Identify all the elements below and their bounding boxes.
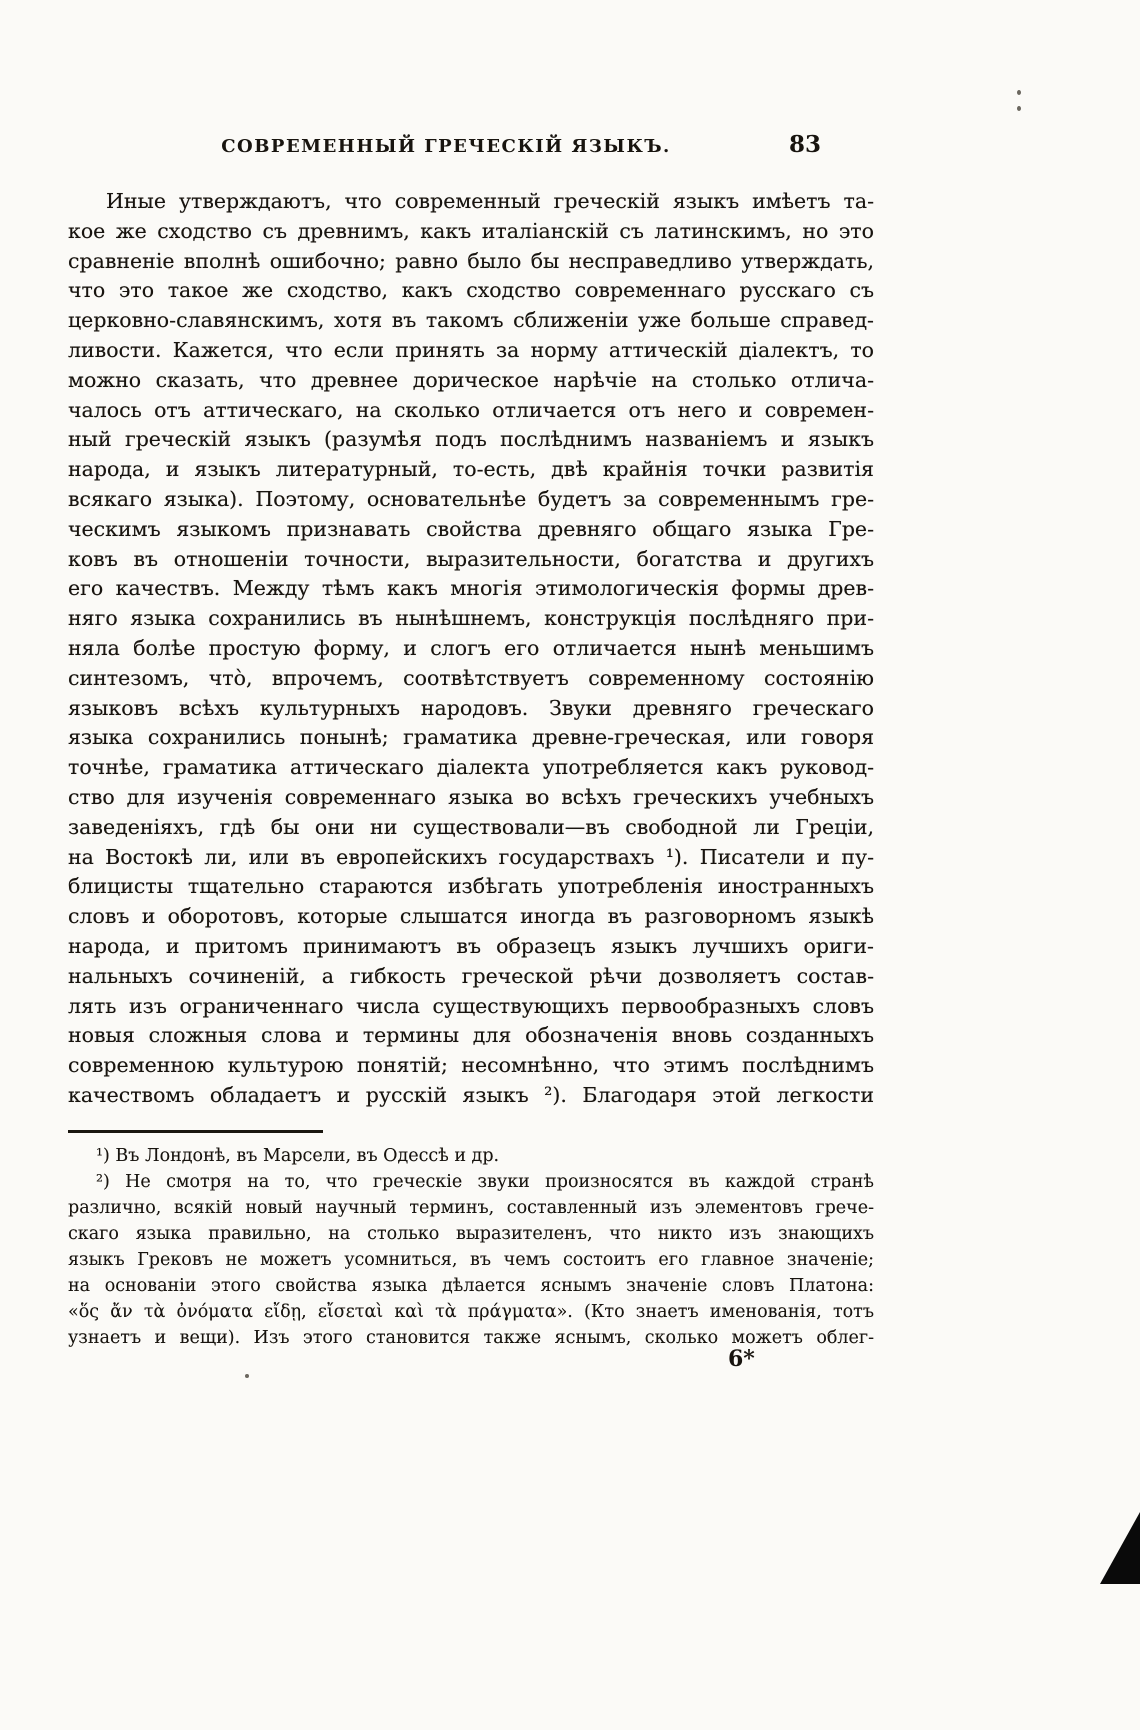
body-text-line: ный греческій языкъ (разумѣя подъ послѣднимъ названіемъ и языкъ [68,427,874,452]
footnote-text-line: языкъ Грековъ не можетъ усомниться, въ чемъ состоитъ его главное значеніе; [68,1250,874,1270]
scan-artifact-corner-triangle [1100,1512,1140,1584]
body-text-line: ство для изученія современнаго языка во всѣхъ греческихъ учебныхъ [68,784,874,809]
body-text-line: качествомъ обладаетъ и русскій языкъ ²). Благодаря этой легкости [68,1082,874,1107]
body-text-line: новыя сложныя слова и термины для обозначенія вновь созданныхъ [68,1023,874,1048]
footnote-separator-rule [68,1130,323,1133]
body-text-line: народа, и языкъ литературный, то-есть, двѣ крайнія точки развитія [68,457,874,482]
footnote-1: ¹) Въ Лондонѣ, въ Марсели, въ Одессѣ и др. [96,1146,500,1166]
footnote-text-line: узнаетъ и вещи). Изъ этого становится также яснымъ, сколько можетъ облег- [68,1328,874,1348]
footnote-2 [68,1169,874,1351]
page-number: 83 [788,131,821,158]
scan-speck-icon [1017,106,1021,111]
body-text-line: языковъ всѣхъ культурныхъ народовъ. Звуки древняго греческаго [68,695,874,720]
body-text-line: чалось отъ аттическаго, на сколько отличается отъ него и современ- [68,397,874,422]
body-text-line: сравненіе вполнѣ ошибочно; равно было бы несправедливо утверждать, [68,248,874,273]
body-text-line: ливости. Кажется, что если принять за норму аттическій діалектъ, то [68,337,874,362]
body-text-line: народа, и притомъ принимаютъ въ образецъ языкъ лучшихъ ориги- [68,933,874,958]
body-text-line: церковно-славянскимъ, хотя въ такомъ сближеніи уже больше справед- [68,308,874,333]
body-text-line: заведеніяхъ, гдѣ бы они ни существовали—въ свободной ли Греціи, [68,814,874,839]
body-text-line: на Востокѣ ли, или въ европейскихъ государствахъ ¹). Писатели и пу- [68,844,874,869]
body-text-line: няго языка сохранились въ нынѣшнемъ, конструкція послѣдняго при- [68,606,874,631]
body-text-line: современною культурою понятій; несомнѣнно, что этимъ послѣднимъ [68,1053,874,1078]
body-text-line: няла болѣе простую форму, и слогъ его отличается нынѣ меньшимъ [68,635,874,660]
footnote-text-line: «ὅς ἄν τὰ ὀνόματα εἴδῃ, εἴσεταὶ καὶ τὰ πράγματα». (Кто знаетъ именованія, тотъ [68,1302,874,1322]
body-text-line: что это такое же сходство, какъ сходство современнаго русскаго съ [68,278,874,303]
body-text-line: синтезомъ, что̀, впрочемъ, соотвѣтствуетъ современному состоянію [68,665,874,690]
body-text-line: можно сказать, что древнее дорическое нарѣчіе на столько отлича- [68,367,874,392]
footnote-text-line: различно, всякій новый научный терминъ, составленный изъ элементовъ грече- [68,1198,874,1218]
body-text-line: точнѣе, граматика аттическаго діалекта употребляется какъ руковод- [68,755,874,780]
body-text-line: ковъ въ отношеніи точности, выразительности, богатства и другихъ [68,546,874,571]
body-text-line: кое же сходство съ древнимъ, какъ италіанскій съ латинскимъ, но это [68,218,874,243]
body-text-line: всякаго языка). Поэтому, основательнѣе будетъ за современнымъ гре- [68,486,874,511]
body-text-line: языка сохранились понынѣ; граматика древне-греческая, или говоря [68,725,874,750]
body-text-line: словъ и оборотовъ, которые слышатся иногда въ разговорномъ языкѣ [68,904,874,929]
scan-speck-icon [1017,90,1021,95]
footnotes-section [68,1143,874,1351]
body-text-line: блицисты тщательно стараются избѣгать употребленія иностранныхъ [68,874,874,899]
body-paragraph [68,187,874,1111]
scan-speck-icon [245,1374,249,1378]
footnote-text-line: на основаніи этого свойства языка дѣлается яснымъ значеніе словъ Платона: [68,1276,874,1296]
body-text-line: ческимъ языкомъ признавать свойства древняго общаго языка Гре- [68,516,874,541]
footnote-text-line: скаго языка правильно, на столько выразителенъ, что никто изъ знающихъ [68,1224,874,1244]
body-text-line: лять изъ ограниченнаго числа существующихъ первообразныхъ словъ [68,993,874,1018]
printer-signature: 6* [728,1346,755,1372]
running-header-title: СОВРЕМЕННЫЙ ГРЕЧЕСКІЙ ЯЗЫКЪ. [221,136,671,157]
body-text-line: Иные утверждаютъ, что современный греческій языкъ имѣетъ та- [106,189,874,213]
body-text-line: нальныхъ сочиненій, а гибкость греческой рѣчи дозволяетъ состав- [68,963,874,988]
body-text-line: его качествъ. Между тѣмъ какъ многія этимологическія формы древ- [68,576,874,601]
footnote-text-line: ²) Не смотря на то, что греческіе звуки произносятся въ каждой странѣ [96,1172,874,1192]
